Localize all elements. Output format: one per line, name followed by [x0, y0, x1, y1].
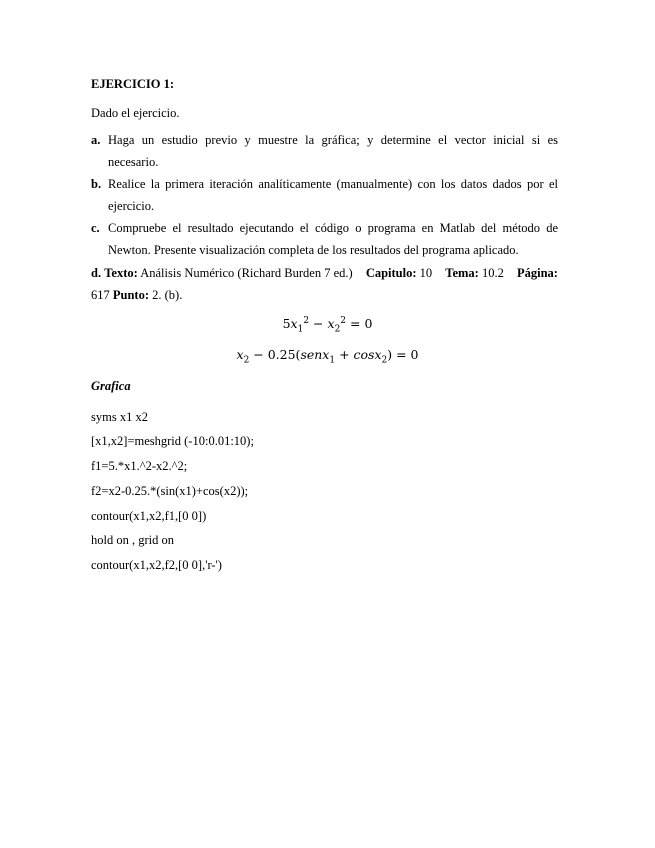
code-line: syms x1 x2: [91, 410, 148, 424]
equation-1: $5x_1^2 - x_2^2 = 0$: [282, 316, 373, 335]
code-line: f1=5.*x1.^2-x2.^2;: [91, 459, 188, 473]
item-text-line2: ejercicio.: [108, 199, 155, 213]
list-item-c: [91, 217, 558, 257]
item-text-line2: necesario.: [108, 155, 159, 169]
list-item-b: [91, 173, 558, 213]
exercise-title: EJERCICIO 1:: [91, 77, 174, 91]
grafica-heading: Grafica: [91, 379, 131, 393]
list-item-a: [91, 129, 558, 169]
item-text-line1: Realice la primera iteración analíticamente (manualmente) con los datos dados por el: [108, 177, 558, 191]
punto-value: 2. (b).: [152, 288, 183, 302]
item-label: c.: [91, 221, 100, 235]
code-line: contour(x1,x2,f2,[0 0],'r-'): [91, 558, 222, 572]
capitulo-value: 10: [419, 266, 433, 280]
pagina-value: 617: [91, 288, 110, 302]
code-line: [x1,x2]=meshgrid (-10:0.01:10);: [91, 434, 254, 448]
code-line: contour(x1,x2,f1,[0 0]): [91, 509, 207, 523]
reference-item: [91, 262, 558, 306]
item-text-line2: Newton. Presente visualización completa de los resultados del programa aplicado.: [108, 243, 519, 257]
tema-value: 10.2: [481, 266, 504, 280]
item-text-line1: Haga un estudio previo y muestre la gráfica; y determine el vector inicial si es: [108, 133, 558, 147]
item-label: a.: [91, 133, 101, 147]
pagina-label: Página:: [517, 266, 558, 280]
capitulo-label: Capitulo:: [365, 266, 417, 280]
item-label: b.: [91, 177, 102, 191]
code-line: hold on , grid on: [91, 533, 174, 547]
equation-2: $x_2$ − 0.25(senx$_1$ + cosx$_2$) = 0: [236, 347, 419, 366]
texto-value: Análisis Numérico (Richard Burden 7 ed.): [140, 266, 353, 280]
punto-label: Punto:: [112, 288, 149, 302]
code-line: f2=x2-0.25.*(sin(x1)+cos(x2));: [91, 484, 249, 498]
item-label: d.: [91, 266, 102, 280]
item-text-line1: Compruebe el resultado ejecutando el código o programa en Matlab del método de: [108, 221, 558, 235]
tema-label: Tema:: [445, 266, 479, 280]
intro-text: Dado el ejercicio.: [91, 106, 180, 120]
texto-label: Texto:: [104, 266, 138, 280]
